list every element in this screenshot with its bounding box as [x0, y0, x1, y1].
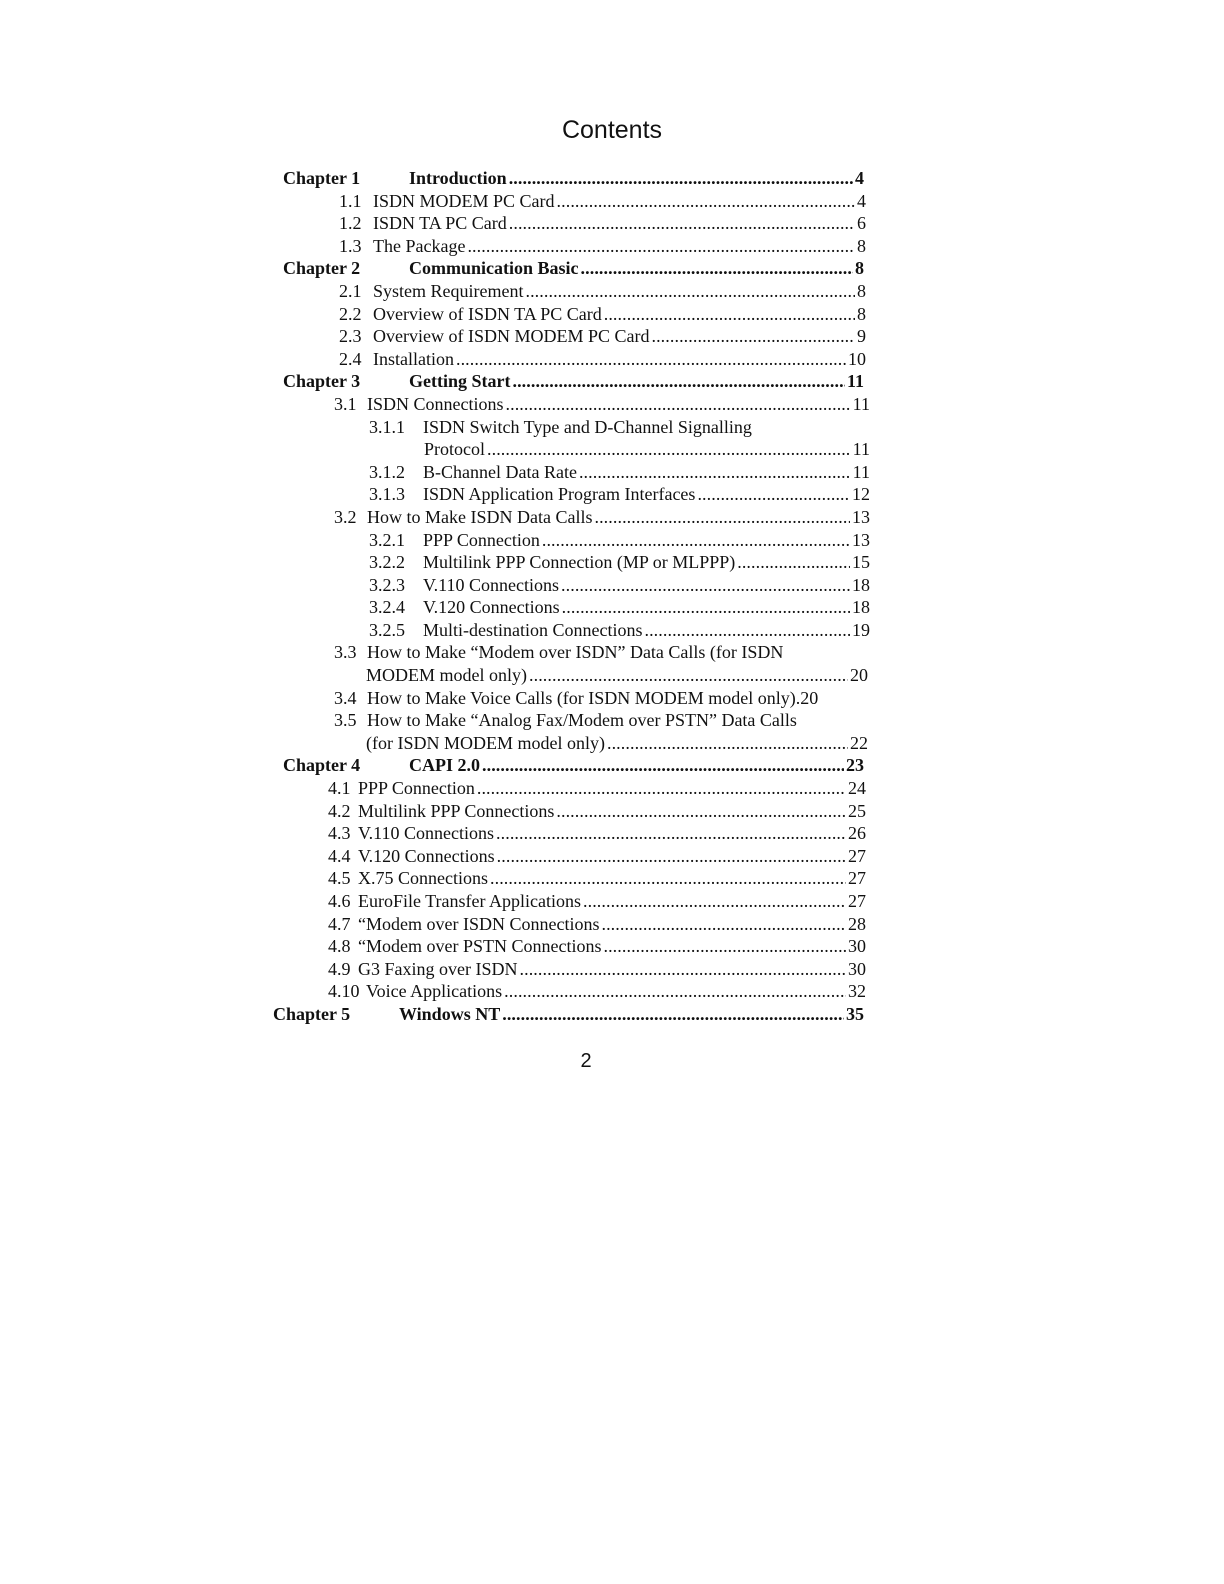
toc-entry[interactable]: [0, 506, 1224, 529]
toc-entry-number: 3.5: [334, 710, 357, 731]
toc-entry-title: (for ISDN MODEM model only): [366, 732, 605, 753]
toc-entry[interactable]: [0, 416, 1224, 439]
toc-entry-number: Chapter 5: [273, 1003, 351, 1024]
toc-entry-page: 27: [848, 891, 866, 911]
toc-chapter-entry[interactable]: [0, 370, 1224, 393]
toc-entry-page: 20: [800, 687, 819, 708]
toc-entry[interactable]: [0, 822, 1224, 845]
toc-entry-number: 4.4: [328, 845, 351, 866]
toc-entry[interactable]: [0, 913, 1224, 936]
dot-leader: [607, 732, 848, 755]
toc-entry-number: 3.1.3: [369, 484, 405, 505]
toc-entry-title: ISDN Application Program Interfaces: [423, 484, 696, 505]
toc-entry-title: ISDN Connections: [367, 393, 504, 414]
toc-entry[interactable]: [0, 303, 1224, 326]
toc-entry[interactable]: [0, 438, 1224, 461]
toc-entry-number: 2.3: [339, 326, 362, 347]
page-title: Contents: [561, 116, 663, 144]
toc-entry-page: 4: [857, 190, 866, 211]
toc-entry-number: 3.2.5: [369, 619, 405, 640]
toc-entry-title: EuroFile Transfer Applications: [358, 891, 581, 911]
toc-entry[interactable]: [0, 235, 1224, 258]
toc-entry-title: “Modem over ISDN Connections: [358, 913, 600, 934]
toc-entry[interactable]: [0, 461, 1224, 484]
toc-entry-title: V.110 Connections: [423, 574, 560, 595]
toc-entry-title: The Package: [373, 235, 466, 256]
toc-entry-page: 11: [852, 393, 870, 414]
toc-entry-number: 4.7: [328, 913, 351, 934]
toc-entry[interactable]: [0, 483, 1224, 506]
toc-entry-title: Communication Basic: [409, 258, 579, 279]
toc-entry-title: Protocol: [424, 439, 485, 460]
toc-entry-number: 4.8: [328, 936, 351, 957]
toc-entry-page: 11: [852, 439, 870, 460]
toc-entry-title: ISDN MODEM PC Card: [373, 190, 555, 211]
toc-entry[interactable]: [0, 664, 1224, 687]
toc-entry-page: 32: [848, 981, 866, 1002]
toc-entry[interactable]: [0, 890, 1224, 913]
toc-entry-page: 26: [848, 823, 866, 844]
dot-leader: [579, 461, 851, 484]
toc-entry-page: 13: [852, 506, 870, 527]
toc-entry-number: 4.3: [328, 823, 351, 844]
toc-entry[interactable]: [0, 393, 1224, 416]
dot-leader: [583, 890, 846, 913]
toc-chapter-entry[interactable]: [0, 167, 1224, 190]
toc-entry[interactable]: [0, 551, 1224, 574]
toc-entry-title: How to Make “Modem over ISDN” Data Calls (for ISDN: [367, 642, 784, 663]
toc-entry-title: V.120 Connections: [423, 597, 560, 618]
toc-entry-number: 3.2.4: [369, 597, 405, 618]
toc-entry-page: 15: [852, 552, 870, 573]
toc-entry-page: 8: [857, 235, 866, 256]
toc-entry-number: 3.4: [334, 687, 357, 708]
toc-entry-title: System Requirement: [373, 280, 524, 301]
toc-entry-title: Multilink PPP Connection (MP or MLPPP): [423, 552, 736, 573]
toc-entry-number: Chapter 3: [283, 371, 361, 392]
toc-entry-number: 1.1: [339, 190, 362, 211]
toc-entry-number: 4.6: [328, 891, 351, 911]
toc-entry-page: 20: [850, 665, 868, 686]
toc-entry-title: MODEM model only): [366, 665, 527, 686]
toc-entry-title: “Modem over PSTN Connections: [358, 936, 602, 957]
dot-leader: [557, 190, 855, 213]
toc-entry-page: 8: [857, 280, 866, 301]
table-of-contents: [0, 167, 1224, 1026]
toc-entry-number: Chapter 4: [283, 755, 361, 776]
dot-leader: [512, 370, 845, 393]
toc-entry-number: 4.9: [328, 958, 351, 979]
toc-chapter-entry[interactable]: [0, 1003, 1224, 1026]
toc-entry-number: 3.1.2: [369, 461, 405, 482]
toc-entry-number: 4.1: [328, 778, 351, 799]
toc-entry-page: 25: [848, 800, 866, 821]
toc-entry-page: 28: [848, 913, 866, 934]
toc-entry-number: 4.2: [328, 800, 351, 821]
toc-entry[interactable]: [0, 190, 1224, 213]
toc-entry-title: V.110 Connections: [358, 823, 495, 844]
toc-entry-title: How to Make Voice Calls (for ISDN MODEM model only).: [367, 687, 801, 708]
toc-entry-number: 1.2: [339, 213, 362, 234]
dot-leader: [477, 777, 846, 800]
toc-entry-page: 18: [852, 574, 870, 595]
toc-entry-title: Getting Start: [409, 371, 511, 392]
toc-entry-number: 3.2: [334, 506, 357, 527]
toc-entry-title: B-Channel Data Rate: [423, 461, 577, 482]
dot-leader: [594, 506, 850, 529]
page-number: 2: [580, 1050, 592, 1072]
dot-leader: [504, 980, 846, 1003]
toc-entry-page: 8: [855, 258, 864, 279]
toc-entry-page: 10: [848, 348, 866, 369]
toc-entry-title: How to Make “Analog Fax/Modem over PSTN” Data Calls: [367, 710, 797, 731]
toc-entry-title: Overview of ISDN MODEM PC Card: [373, 326, 650, 347]
dot-leader: [604, 303, 855, 326]
toc-entry[interactable]: [0, 845, 1224, 868]
toc-entry[interactable]: [0, 687, 1224, 710]
dot-leader: [603, 935, 846, 958]
dot-leader: [651, 325, 855, 348]
toc-entry-number: 3.1.1: [369, 416, 405, 437]
toc-entry-page: 22: [850, 732, 868, 753]
dot-leader: [496, 822, 846, 845]
toc-entry-page: 27: [848, 845, 866, 866]
toc-entry-page: 13: [852, 529, 870, 550]
toc-entry-number: 4.5: [328, 868, 351, 889]
dot-leader: [529, 664, 848, 687]
dot-leader: [644, 619, 850, 642]
toc-entry-page: 12: [852, 484, 870, 505]
toc-entry-page: 8: [857, 303, 866, 324]
toc-entry-title: Windows NT: [399, 1003, 501, 1024]
dot-leader: [601, 913, 846, 936]
toc-entry[interactable]: [0, 777, 1224, 800]
toc-entry[interactable]: [0, 280, 1224, 303]
dot-leader: [697, 483, 850, 506]
toc-entry-number: Chapter 1: [283, 168, 361, 188]
dot-leader: [581, 257, 853, 280]
toc-entry[interactable]: [0, 958, 1224, 981]
dot-leader: [456, 348, 846, 371]
toc-entry-page: 24: [848, 778, 866, 799]
toc-entry-number: 3.1: [334, 393, 357, 414]
toc-entry-title: G3 Faxing over ISDN: [358, 958, 518, 979]
toc-entry-page: 19: [852, 619, 870, 640]
toc-entry[interactable]: [0, 732, 1224, 755]
toc-entry-page: 30: [848, 936, 866, 957]
toc-entry[interactable]: [0, 935, 1224, 958]
toc-entry-number: 3.2.2: [369, 552, 405, 573]
toc-chapter-entry[interactable]: [0, 754, 1224, 777]
toc-entry-number: Chapter 2: [283, 258, 361, 279]
toc-entry-number: 2.4: [339, 348, 362, 369]
toc-entry-title: How to Make ISDN Data Calls: [367, 506, 593, 527]
toc-entry[interactable]: [0, 641, 1224, 664]
dot-leader: [506, 393, 851, 416]
dot-leader: [509, 167, 853, 190]
toc-entry[interactable]: [0, 348, 1224, 371]
toc-entry-title: ISDN Switch Type and D-Channel Signalling: [423, 416, 752, 437]
dot-leader: [737, 551, 850, 574]
toc-chapter-entry[interactable]: [0, 257, 1224, 280]
toc-entry-title: Introduction: [409, 168, 507, 188]
dot-leader: [556, 800, 846, 823]
toc-entry-title: Multi-destination Connections: [423, 619, 643, 640]
toc-entry-number: 3.3: [334, 642, 357, 663]
toc-entry-page: 11: [852, 461, 870, 482]
toc-entry-page: 30: [848, 958, 866, 979]
toc-entry-page: 27: [848, 868, 866, 889]
dot-leader: [490, 867, 846, 890]
toc-entry-title: Voice Applications: [366, 981, 503, 1002]
toc-entry[interactable]: [0, 212, 1224, 235]
toc-entry-page: 11: [846, 371, 864, 392]
dot-leader: [542, 529, 850, 552]
toc-entry-title: V.120 Connections: [358, 845, 495, 866]
toc-entry[interactable]: [0, 800, 1224, 823]
toc-entry[interactable]: [0, 867, 1224, 890]
toc-entry-title: X.75 Connections: [358, 868, 488, 889]
dot-leader: [520, 958, 847, 981]
dot-leader: [525, 280, 855, 303]
toc-entry[interactable]: [0, 709, 1224, 732]
dot-leader: [561, 574, 850, 597]
toc-entry-number: 3.2.1: [369, 529, 405, 550]
toc-entry-title: Overview of ISDN TA PC Card: [373, 303, 602, 324]
toc-entry-title: Installation: [373, 348, 454, 369]
toc-entry-title: ISDN TA PC Card: [373, 213, 507, 234]
dot-leader: [509, 212, 855, 235]
dot-leader: [487, 438, 851, 461]
toc-entry[interactable]: [0, 619, 1224, 642]
toc-entry-title: PPP Connection: [358, 778, 475, 799]
toc-entry[interactable]: [0, 596, 1224, 619]
toc-entry-page: 4: [855, 168, 864, 188]
toc-entry-page: 6: [857, 213, 866, 234]
toc-entry-page: 18: [852, 597, 870, 618]
toc-entry-number: 1.3: [339, 235, 362, 256]
toc-entry-title: PPP Connection: [423, 529, 540, 550]
toc-entry-number: 3.2.3: [369, 574, 405, 595]
dot-leader: [502, 1003, 844, 1026]
toc-entry-title: Multilink PPP Connections: [358, 800, 555, 821]
toc-entry[interactable]: [0, 980, 1224, 1003]
dot-leader: [497, 845, 846, 868]
dot-leader: [467, 235, 855, 258]
toc-entry-page: 35: [846, 1003, 864, 1024]
toc-entry[interactable]: [0, 574, 1224, 597]
dot-leader: [562, 596, 850, 619]
toc-entry-title: CAPI 2.0: [409, 755, 480, 776]
toc-entry-number: 2.1: [339, 280, 362, 301]
toc-entry-number: 4.10: [328, 981, 360, 1002]
toc-entry-number: 2.2: [339, 303, 362, 324]
toc-entry[interactable]: [0, 325, 1224, 348]
toc-entry-page: 9: [857, 326, 866, 347]
toc-entry-page: 23: [846, 755, 864, 776]
toc-entry[interactable]: [0, 529, 1224, 552]
dot-leader: [482, 754, 844, 777]
